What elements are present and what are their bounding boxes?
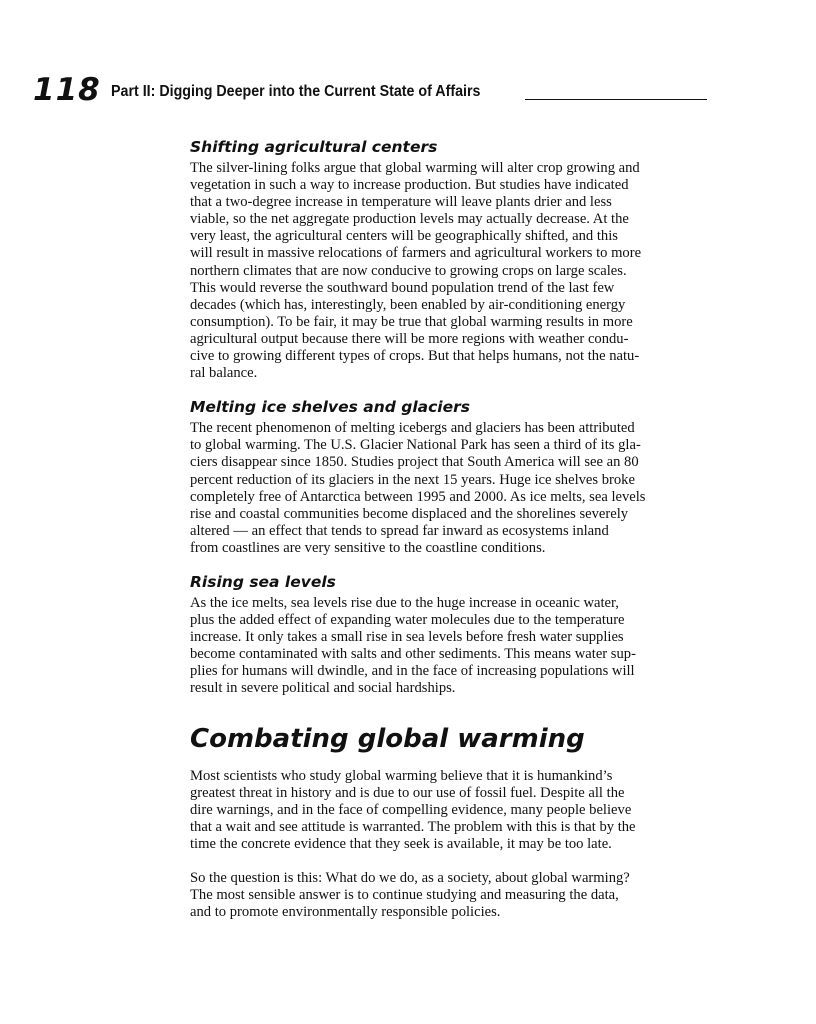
text-line: greatest threat in history and is due to our use of fossil fuel. Despite all the: [190, 784, 625, 801]
page-content: [190, 136, 712, 921]
text-line: Most scientists who study global warming believe that it is humankind’s: [190, 767, 613, 784]
text-line: northern climates that are now conducive to growing crops on large scales.: [190, 262, 627, 279]
text-line: time the concrete evidence that they seek is available, it may be too late.: [190, 835, 612, 852]
paragraph-gap: [190, 853, 712, 870]
chapter-paragraph-2: [190, 870, 712, 921]
text-line: result in severe political and social hardships.: [190, 680, 456, 697]
text-line: to global warming. The U.S. Glacier National Park has seen a third of its gla-: [190, 437, 641, 454]
text-line: that a two-degree increase in temperature will leave plants drier and less: [190, 194, 612, 211]
section-heading: Shifting agricultural centers: [190, 138, 438, 156]
text-line: As the ice melts, sea levels rise due to the huge increase in oceanic water,: [190, 594, 619, 611]
text-line: rise and coastal communities become displaced and the shorelines severely: [190, 505, 629, 522]
text-line: and to promote environmentally responsible policies.: [190, 904, 501, 921]
section-paragraph: [190, 595, 712, 698]
text-line: The most sensible answer is to continue studying and measuring the data,: [190, 887, 619, 904]
text-line: So the question is this: What do we do, as a society, about global warming?: [190, 870, 630, 886]
page-number: 118: [33, 72, 101, 108]
text-line: decades (which has, interestingly, been enabled by air-conditioning energy: [190, 296, 626, 313]
text-line: become contaminated with salts and other sediments. This means water sup-: [190, 646, 636, 663]
section-paragraph: [190, 160, 712, 382]
header-rule: [525, 99, 707, 100]
text-line: altered — an effect that tends to spread far inward as ecosystems inland: [190, 522, 609, 539]
text-line: consumption). To be fair, it may be true that global warming results in more: [190, 313, 633, 330]
section-paragraph: [190, 420, 712, 557]
text-line: dire warnings, and in the face of compelling evidence, many people believe: [190, 801, 632, 818]
text-line: plies for humans will dwindle, and in the face of increasing populations will: [190, 663, 635, 680]
text-line: that a wait and see attitude is warranted. The problem with this is that by the: [190, 818, 636, 835]
text-line: very least, the agricultural centers will be geographically shifted, and this: [190, 228, 618, 245]
text-line: increase. It only takes a small rise in sea levels before fresh water supplies: [190, 629, 624, 646]
text-line: cive to growing different types of crops. But that helps humans, not the natu-: [190, 348, 640, 365]
text-line: ral balance.: [190, 365, 258, 382]
text-line: The silver-lining folks argue that global warming will alter crop growing and: [190, 160, 640, 176]
text-line: will result in massive relocations of farmers and agricultural workers to more: [190, 245, 642, 262]
text-line: from coastlines are very sensitive to the coastline conditions.: [190, 539, 546, 556]
text-line: This would reverse the southward bound population trend of the last few: [190, 279, 615, 296]
text-line: The recent phenomenon of melting icebergs and glaciers has been attributed: [190, 420, 635, 437]
text-line: viable, so the net aggregate production levels may actually decrease. At the: [190, 211, 629, 228]
text-line: plus the added effect of expanding water molecules due to the temperature: [190, 612, 625, 629]
section-shifting-agricultural-centers: [190, 136, 712, 382]
text-line: vegetation in such a way to increase production. But studies have indicated: [190, 177, 629, 194]
text-line: percent reduction of its glaciers in the next 15 years. Huge ice shelves broke: [190, 471, 635, 488]
chapter-paragraph-1: [190, 768, 712, 853]
section-heading: Melting ice shelves and glaciers: [190, 398, 470, 417]
section-rising-sea-levels: [190, 571, 712, 698]
chapter-section-heading: Combating global warming: [190, 723, 585, 754]
text-line: ciers disappear since 1850. Studies project that South America will see an 80: [190, 454, 639, 471]
section-melting-ice-shelves: [190, 396, 712, 557]
section-heading: Rising sea levels: [190, 572, 336, 591]
page-header: [33, 72, 709, 108]
running-title: Part II: Digging Deeper into the Current State of Affairs: [111, 83, 481, 100]
text-line: completely free of Antarctica between 1995 and 2000. As ice melts, sea levels: [190, 488, 646, 505]
text-line: agricultural output because there will be more regions with weather condu-: [190, 330, 629, 347]
